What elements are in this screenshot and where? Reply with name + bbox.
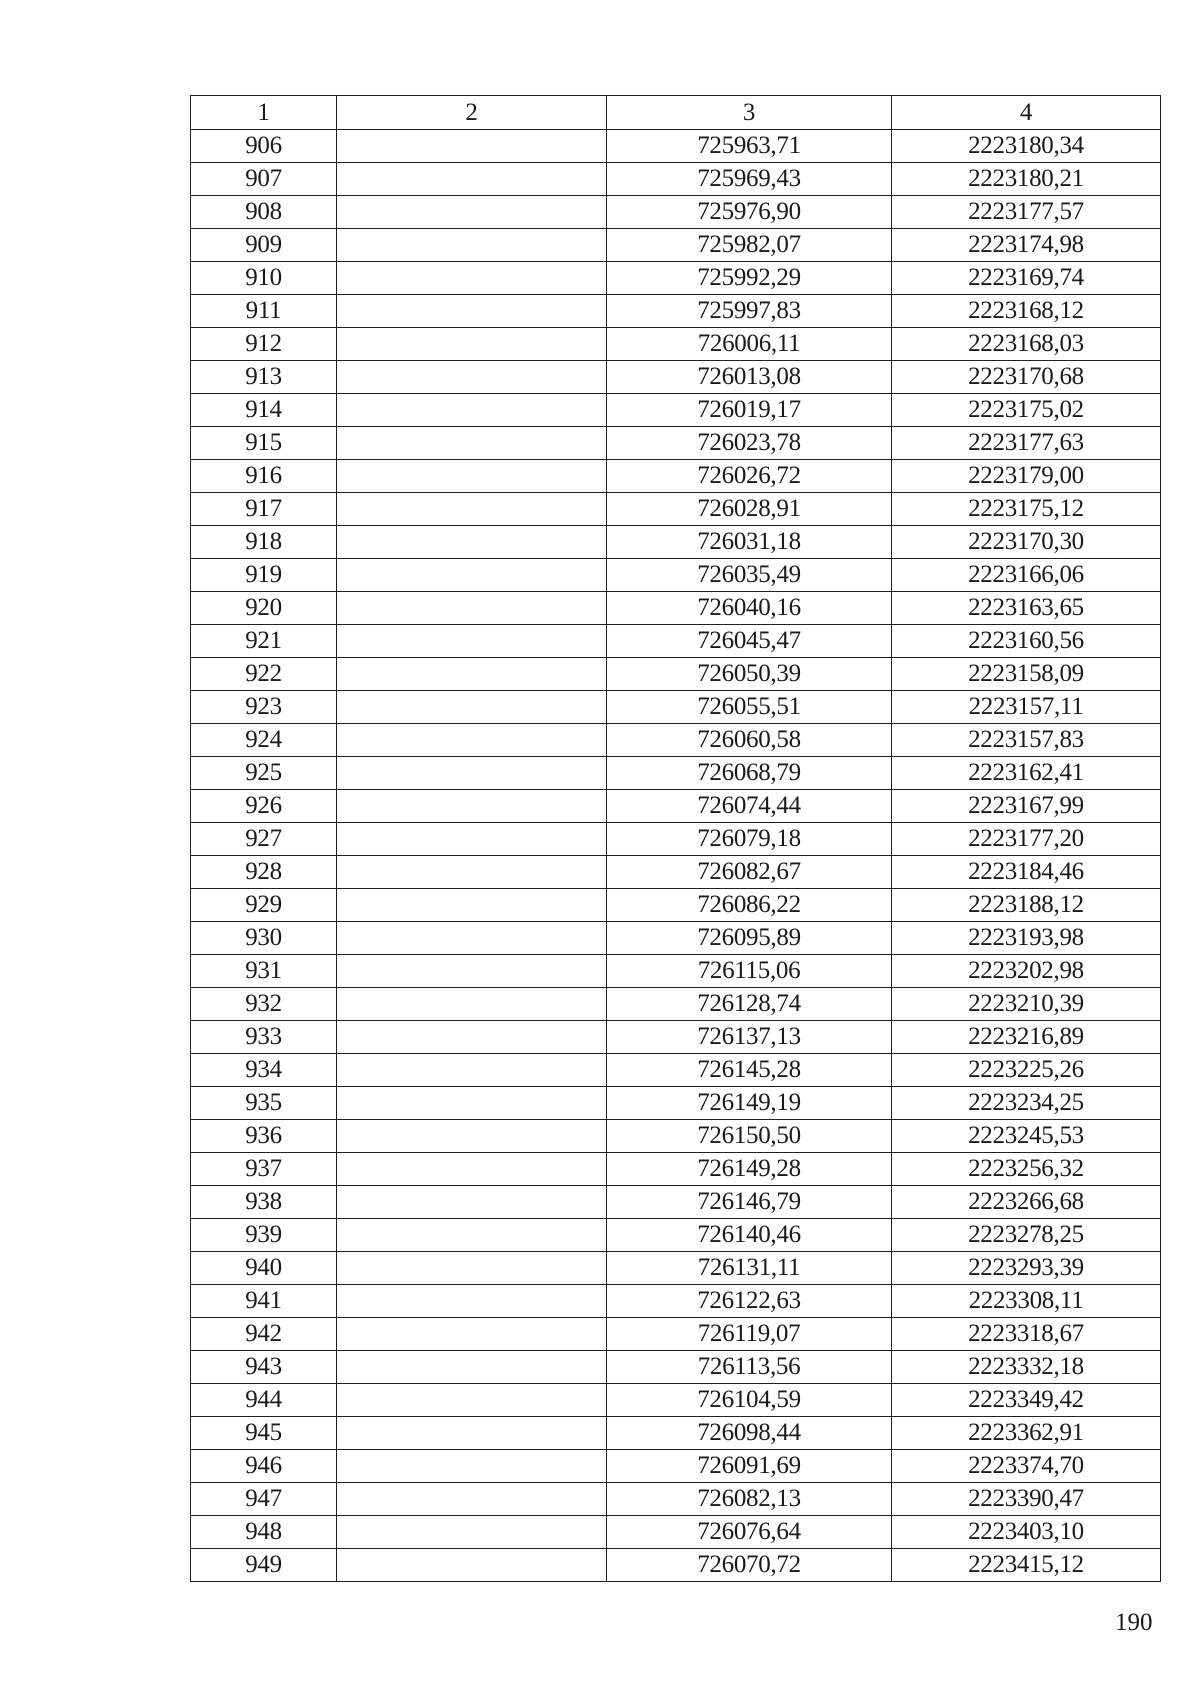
- empty-cell: [337, 1549, 607, 1582]
- empty-cell: [337, 757, 607, 790]
- empty-cell: [337, 658, 607, 691]
- y-coordinate-cell: 2223174,98: [892, 229, 1161, 262]
- empty-cell: [337, 1351, 607, 1384]
- empty-cell: [337, 526, 607, 559]
- empty-cell: [337, 1252, 607, 1285]
- point-number-cell: 928: [191, 856, 337, 889]
- x-coordinate-cell: 726050,39: [607, 658, 892, 691]
- point-number-cell: 936: [191, 1120, 337, 1153]
- empty-cell: [337, 691, 607, 724]
- table-row: [191, 295, 1161, 328]
- empty-cell: [337, 1285, 607, 1318]
- x-coordinate-cell: 726031,18: [607, 526, 892, 559]
- column-header-3: 3: [607, 96, 892, 130]
- point-number-cell: 937: [191, 1153, 337, 1186]
- point-number-cell: 934: [191, 1054, 337, 1087]
- table-row: [191, 1450, 1161, 1483]
- x-coordinate-cell: 726128,74: [607, 988, 892, 1021]
- empty-cell: [337, 427, 607, 460]
- point-number-cell: 940: [191, 1252, 337, 1285]
- table-row: [191, 823, 1161, 856]
- empty-cell: [337, 592, 607, 625]
- point-number-cell: 916: [191, 460, 337, 493]
- empty-cell: [337, 163, 607, 196]
- x-coordinate-cell: 726150,50: [607, 1120, 892, 1153]
- table-row: [191, 757, 1161, 790]
- table-row: [191, 955, 1161, 988]
- empty-cell: [337, 1417, 607, 1450]
- x-coordinate-cell: 725963,71: [607, 130, 892, 163]
- x-coordinate-cell: 726149,19: [607, 1087, 892, 1120]
- y-coordinate-cell: 2223175,12: [892, 493, 1161, 526]
- table-row: [191, 394, 1161, 427]
- y-coordinate-cell: 2223225,26: [892, 1054, 1161, 1087]
- point-number-cell: 947: [191, 1483, 337, 1516]
- empty-cell: [337, 790, 607, 823]
- x-coordinate-cell: 726019,17: [607, 394, 892, 427]
- table-row: [191, 196, 1161, 229]
- x-coordinate-cell: 726115,06: [607, 955, 892, 988]
- table-body: [191, 130, 1161, 1582]
- x-coordinate-cell: 726113,56: [607, 1351, 892, 1384]
- point-number-cell: 922: [191, 658, 337, 691]
- empty-cell: [337, 130, 607, 163]
- point-number-cell: 933: [191, 1021, 337, 1054]
- table-header: [191, 96, 1161, 130]
- x-coordinate-cell: 725982,07: [607, 229, 892, 262]
- point-number-cell: 918: [191, 526, 337, 559]
- empty-cell: [337, 361, 607, 394]
- y-coordinate-cell: 2223175,02: [892, 394, 1161, 427]
- table-row: [191, 856, 1161, 889]
- table-row: [191, 559, 1161, 592]
- y-coordinate-cell: 2223293,39: [892, 1252, 1161, 1285]
- point-number-cell: 944: [191, 1384, 337, 1417]
- header-row: [191, 96, 1161, 130]
- coordinates-table: [190, 95, 1161, 1582]
- point-number-cell: 924: [191, 724, 337, 757]
- y-coordinate-cell: 2223349,42: [892, 1384, 1161, 1417]
- x-coordinate-cell: 726091,69: [607, 1450, 892, 1483]
- y-coordinate-cell: 2223168,03: [892, 328, 1161, 361]
- table-row: [191, 1318, 1161, 1351]
- empty-cell: [337, 1054, 607, 1087]
- y-coordinate-cell: 2223278,25: [892, 1219, 1161, 1252]
- x-coordinate-cell: 726074,44: [607, 790, 892, 823]
- y-coordinate-cell: 2223179,00: [892, 460, 1161, 493]
- table-row: [191, 1549, 1161, 1582]
- table-row: [191, 1384, 1161, 1417]
- table-row: [191, 1054, 1161, 1087]
- empty-cell: [337, 1384, 607, 1417]
- y-coordinate-cell: 2223234,25: [892, 1087, 1161, 1120]
- y-coordinate-cell: 2223177,57: [892, 196, 1161, 229]
- empty-cell: [337, 328, 607, 361]
- y-coordinate-cell: 2223158,09: [892, 658, 1161, 691]
- point-number-cell: 923: [191, 691, 337, 724]
- point-number-cell: 948: [191, 1516, 337, 1549]
- empty-cell: [337, 394, 607, 427]
- point-number-cell: 932: [191, 988, 337, 1021]
- y-coordinate-cell: 2223188,12: [892, 889, 1161, 922]
- empty-cell: [337, 889, 607, 922]
- table-row: [191, 1021, 1161, 1054]
- y-coordinate-cell: 2223160,56: [892, 625, 1161, 658]
- x-coordinate-cell: 726055,51: [607, 691, 892, 724]
- x-coordinate-cell: 726145,28: [607, 1054, 892, 1087]
- x-coordinate-cell: 726095,89: [607, 922, 892, 955]
- point-number-cell: 926: [191, 790, 337, 823]
- empty-cell: [337, 1087, 607, 1120]
- point-number-cell: 929: [191, 889, 337, 922]
- point-number-cell: 921: [191, 625, 337, 658]
- x-coordinate-cell: 726098,44: [607, 1417, 892, 1450]
- x-coordinate-cell: 726079,18: [607, 823, 892, 856]
- point-number-cell: 912: [191, 328, 337, 361]
- column-header-4: 4: [892, 96, 1161, 130]
- x-coordinate-cell: 726076,64: [607, 1516, 892, 1549]
- x-coordinate-cell: 725997,83: [607, 295, 892, 328]
- column-header-2: 2: [337, 96, 607, 130]
- table-row: [191, 427, 1161, 460]
- point-number-cell: 945: [191, 1417, 337, 1450]
- point-number-cell: 942: [191, 1318, 337, 1351]
- y-coordinate-cell: 2223266,68: [892, 1186, 1161, 1219]
- table-row: [191, 361, 1161, 394]
- empty-cell: [337, 460, 607, 493]
- x-coordinate-cell: 726104,59: [607, 1384, 892, 1417]
- table-row: [191, 1219, 1161, 1252]
- x-coordinate-cell: 726086,22: [607, 889, 892, 922]
- table-row: [191, 1186, 1161, 1219]
- x-coordinate-cell: 726006,11: [607, 328, 892, 361]
- table-row: [191, 1285, 1161, 1318]
- empty-cell: [337, 493, 607, 526]
- x-coordinate-cell: 726045,47: [607, 625, 892, 658]
- table-row: [191, 1153, 1161, 1186]
- table-row: [191, 790, 1161, 823]
- point-number-cell: 913: [191, 361, 337, 394]
- table-row: [191, 262, 1161, 295]
- y-coordinate-cell: 2223318,67: [892, 1318, 1161, 1351]
- y-coordinate-cell: 2223169,74: [892, 262, 1161, 295]
- table-row: [191, 691, 1161, 724]
- empty-cell: [337, 1516, 607, 1549]
- y-coordinate-cell: 2223362,91: [892, 1417, 1161, 1450]
- point-number-cell: 911: [191, 295, 337, 328]
- y-coordinate-cell: 2223374,70: [892, 1450, 1161, 1483]
- empty-cell: [337, 262, 607, 295]
- point-number-cell: 938: [191, 1186, 337, 1219]
- table-row: [191, 625, 1161, 658]
- y-coordinate-cell: 2223308,11: [892, 1285, 1161, 1318]
- y-coordinate-cell: 2223180,34: [892, 130, 1161, 163]
- empty-cell: [337, 295, 607, 328]
- y-coordinate-cell: 2223163,65: [892, 592, 1161, 625]
- table-row: [191, 988, 1161, 1021]
- point-number-cell: 907: [191, 163, 337, 196]
- y-coordinate-cell: 2223170,68: [892, 361, 1161, 394]
- point-number-cell: 914: [191, 394, 337, 427]
- y-coordinate-cell: 2223415,12: [892, 1549, 1161, 1582]
- y-coordinate-cell: 2223157,83: [892, 724, 1161, 757]
- point-number-cell: 908: [191, 196, 337, 229]
- y-coordinate-cell: 2223168,12: [892, 295, 1161, 328]
- x-coordinate-cell: 726026,72: [607, 460, 892, 493]
- y-coordinate-cell: 2223177,63: [892, 427, 1161, 460]
- y-coordinate-cell: 2223166,06: [892, 559, 1161, 592]
- table-row: [191, 724, 1161, 757]
- table-row: [191, 526, 1161, 559]
- table-row: [191, 658, 1161, 691]
- empty-cell: [337, 559, 607, 592]
- x-coordinate-cell: 726028,91: [607, 493, 892, 526]
- empty-cell: [337, 1450, 607, 1483]
- point-number-cell: 925: [191, 757, 337, 790]
- y-coordinate-cell: 2223157,11: [892, 691, 1161, 724]
- coordinates-sheet: [190, 95, 1161, 1582]
- x-coordinate-cell: 726040,16: [607, 592, 892, 625]
- empty-cell: [337, 1318, 607, 1351]
- y-coordinate-cell: 2223403,10: [892, 1516, 1161, 1549]
- empty-cell: [337, 922, 607, 955]
- point-number-cell: 920: [191, 592, 337, 625]
- table-row: [191, 163, 1161, 196]
- point-number-cell: 935: [191, 1087, 337, 1120]
- table-row: [191, 889, 1161, 922]
- empty-cell: [337, 955, 607, 988]
- x-coordinate-cell: 725976,90: [607, 196, 892, 229]
- table-row: [191, 1516, 1161, 1549]
- y-coordinate-cell: 2223177,20: [892, 823, 1161, 856]
- point-number-cell: 915: [191, 427, 337, 460]
- x-coordinate-cell: 726013,08: [607, 361, 892, 394]
- empty-cell: [337, 724, 607, 757]
- x-coordinate-cell: 726082,13: [607, 1483, 892, 1516]
- table-row: [191, 493, 1161, 526]
- table-row: [191, 1417, 1161, 1450]
- x-coordinate-cell: 726068,79: [607, 757, 892, 790]
- x-coordinate-cell: 726140,46: [607, 1219, 892, 1252]
- empty-cell: [337, 625, 607, 658]
- y-coordinate-cell: 2223193,98: [892, 922, 1161, 955]
- point-number-cell: 930: [191, 922, 337, 955]
- table-row: [191, 229, 1161, 262]
- y-coordinate-cell: 2223245,53: [892, 1120, 1161, 1153]
- empty-cell: [337, 1219, 607, 1252]
- point-number-cell: 931: [191, 955, 337, 988]
- y-coordinate-cell: 2223202,98: [892, 955, 1161, 988]
- x-coordinate-cell: 726131,11: [607, 1252, 892, 1285]
- table-row: [191, 460, 1161, 493]
- x-coordinate-cell: 725992,29: [607, 262, 892, 295]
- y-coordinate-cell: 2223162,41: [892, 757, 1161, 790]
- empty-cell: [337, 988, 607, 1021]
- table-row: [191, 1483, 1161, 1516]
- point-number-cell: 927: [191, 823, 337, 856]
- x-coordinate-cell: 726137,13: [607, 1021, 892, 1054]
- x-coordinate-cell: 726082,67: [607, 856, 892, 889]
- empty-cell: [337, 1153, 607, 1186]
- y-coordinate-cell: 2223184,46: [892, 856, 1161, 889]
- empty-cell: [337, 229, 607, 262]
- empty-cell: [337, 1120, 607, 1153]
- x-coordinate-cell: 726149,28: [607, 1153, 892, 1186]
- empty-cell: [337, 1483, 607, 1516]
- x-coordinate-cell: 726060,58: [607, 724, 892, 757]
- x-coordinate-cell: 726122,63: [607, 1285, 892, 1318]
- point-number-cell: 909: [191, 229, 337, 262]
- y-coordinate-cell: 2223332,18: [892, 1351, 1161, 1384]
- column-header-1: 1: [191, 96, 337, 130]
- y-coordinate-cell: 2223216,89: [892, 1021, 1161, 1054]
- point-number-cell: 946: [191, 1450, 337, 1483]
- page-number: 190: [1115, 1609, 1153, 1636]
- table-row: [191, 1087, 1161, 1120]
- table-row: [191, 328, 1161, 361]
- x-coordinate-cell: 725969,43: [607, 163, 892, 196]
- table-row: [191, 1351, 1161, 1384]
- y-coordinate-cell: 2223180,21: [892, 163, 1161, 196]
- x-coordinate-cell: 726035,49: [607, 559, 892, 592]
- point-number-cell: 917: [191, 493, 337, 526]
- y-coordinate-cell: 2223167,99: [892, 790, 1161, 823]
- point-number-cell: 910: [191, 262, 337, 295]
- table-row: [191, 592, 1161, 625]
- empty-cell: [337, 1186, 607, 1219]
- y-coordinate-cell: 2223256,32: [892, 1153, 1161, 1186]
- table-row: [191, 1252, 1161, 1285]
- y-coordinate-cell: 2223210,39: [892, 988, 1161, 1021]
- point-number-cell: 906: [191, 130, 337, 163]
- table-row: [191, 922, 1161, 955]
- point-number-cell: 939: [191, 1219, 337, 1252]
- empty-cell: [337, 196, 607, 229]
- point-number-cell: 919: [191, 559, 337, 592]
- empty-cell: [337, 823, 607, 856]
- y-coordinate-cell: 2223170,30: [892, 526, 1161, 559]
- point-number-cell: 941: [191, 1285, 337, 1318]
- x-coordinate-cell: 726070,72: [607, 1549, 892, 1582]
- empty-cell: [337, 856, 607, 889]
- table-row: [191, 1120, 1161, 1153]
- x-coordinate-cell: 726023,78: [607, 427, 892, 460]
- x-coordinate-cell: 726119,07: [607, 1318, 892, 1351]
- x-coordinate-cell: 726146,79: [607, 1186, 892, 1219]
- empty-cell: [337, 1021, 607, 1054]
- point-number-cell: 943: [191, 1351, 337, 1384]
- table-row: [191, 130, 1161, 163]
- point-number-cell: 949: [191, 1549, 337, 1582]
- y-coordinate-cell: 2223390,47: [892, 1483, 1161, 1516]
